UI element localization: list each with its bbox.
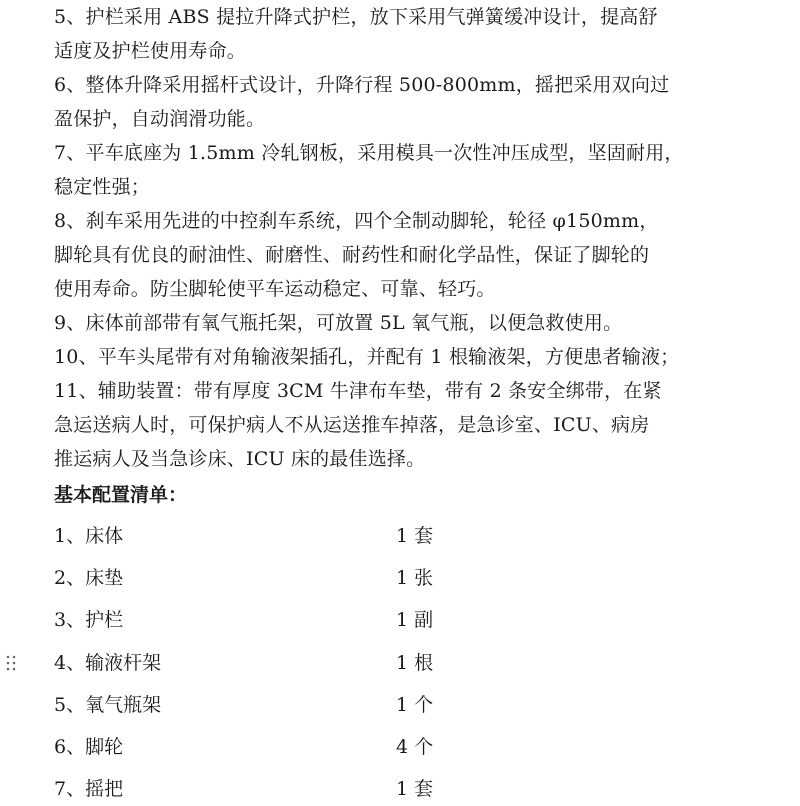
- paragraph-line: 使用寿命。防尘脚轮使平车运动稳定、可靠、轻巧。: [54, 278, 496, 300]
- config-item-name: 1、床体: [54, 525, 124, 547]
- config-list-row: [54, 603, 754, 637]
- config-item-name: 4、输液杆架: [54, 652, 162, 674]
- config-list-row: [54, 561, 754, 595]
- paragraph-item-11: [54, 374, 724, 476]
- config-item-quantity: 1 套: [396, 778, 434, 800]
- config-list-row: [54, 646, 754, 680]
- paragraph-item-5: [54, 0, 724, 68]
- paragraph-item-9: [54, 306, 724, 340]
- paragraph-line: 盈保护，自动润滑功能。: [54, 108, 266, 130]
- paragraph-line: 脚轮具有优良的耐油性、耐磨性、耐药性和耐化学品性，保证了脚轮的: [54, 244, 650, 266]
- paragraph-line: 10、平车头尾带有对角输液架插孔，并配有 1 根输液架，方便患者输液；: [54, 346, 680, 368]
- config-item-quantity: 1 套: [396, 525, 434, 547]
- config-item-quantity: 1 个: [396, 694, 434, 716]
- config-list-row: [54, 772, 754, 806]
- config-item-quantity: 1 张: [396, 567, 434, 589]
- config-item-name: 3、护栏: [54, 609, 124, 631]
- paragraph-line: 急运送病人时，可保护病人不从运送推车掉落，是急诊室、ICU、病房: [54, 414, 650, 436]
- config-item-name: 5、氧气瓶架: [54, 694, 162, 716]
- drag-handle-icon[interactable]: [5, 653, 17, 673]
- config-item-quantity: 1 根: [396, 652, 434, 674]
- paragraph-line: 6、整体升降采用摇杆式设计，升降行程 500-800mm，摇把采用双向过: [54, 74, 670, 96]
- paragraph-line: 9、床体前部带有氧气瓶托架，可放置 5L 氧气瓶，以便急救使用。: [54, 312, 623, 334]
- paragraph-line: 7、平车底座为 1.5mm 冷轧钢板，采用模具一次性冲压成型，坚固耐用，: [54, 142, 684, 164]
- paragraph-line: 稳定性强；: [54, 176, 151, 198]
- config-item-quantity: 4 个: [396, 736, 434, 758]
- config-list-row: [54, 730, 754, 764]
- paragraph-line: 适度及护栏使用寿命。: [54, 40, 247, 62]
- paragraph-line: 5、护栏采用 ABS 提拉升降式护栏，放下采用气弹簧缓冲设计，提高舒: [54, 6, 658, 28]
- config-list-heading: 基本配置清单：: [54, 484, 188, 506]
- paragraph-line: 推运病人及当急诊床、ICU 床的最佳选择。: [54, 448, 426, 470]
- paragraph-line: 8、刹车采用先进的中控刹车系统，四个全制动脚轮，轮径 φ150mm，: [54, 210, 659, 232]
- config-item-name: 7、摇把: [54, 778, 124, 800]
- paragraph-item-8: [54, 204, 724, 306]
- paragraph-item-10: [54, 340, 724, 374]
- paragraph-item-7: [54, 136, 724, 204]
- config-list-row: [54, 688, 754, 722]
- paragraph-line: 11、辅助装置：带有厚度 3CM 牛津布车垫，带有 2 条安全绑带，在紧: [54, 380, 662, 402]
- paragraph-item-6: [54, 68, 724, 136]
- config-list-row: [54, 519, 754, 553]
- config-item-name: 6、脚轮: [54, 736, 124, 758]
- config-item-quantity: 1 副: [396, 609, 434, 631]
- config-item-name: 2、床垫: [54, 567, 124, 589]
